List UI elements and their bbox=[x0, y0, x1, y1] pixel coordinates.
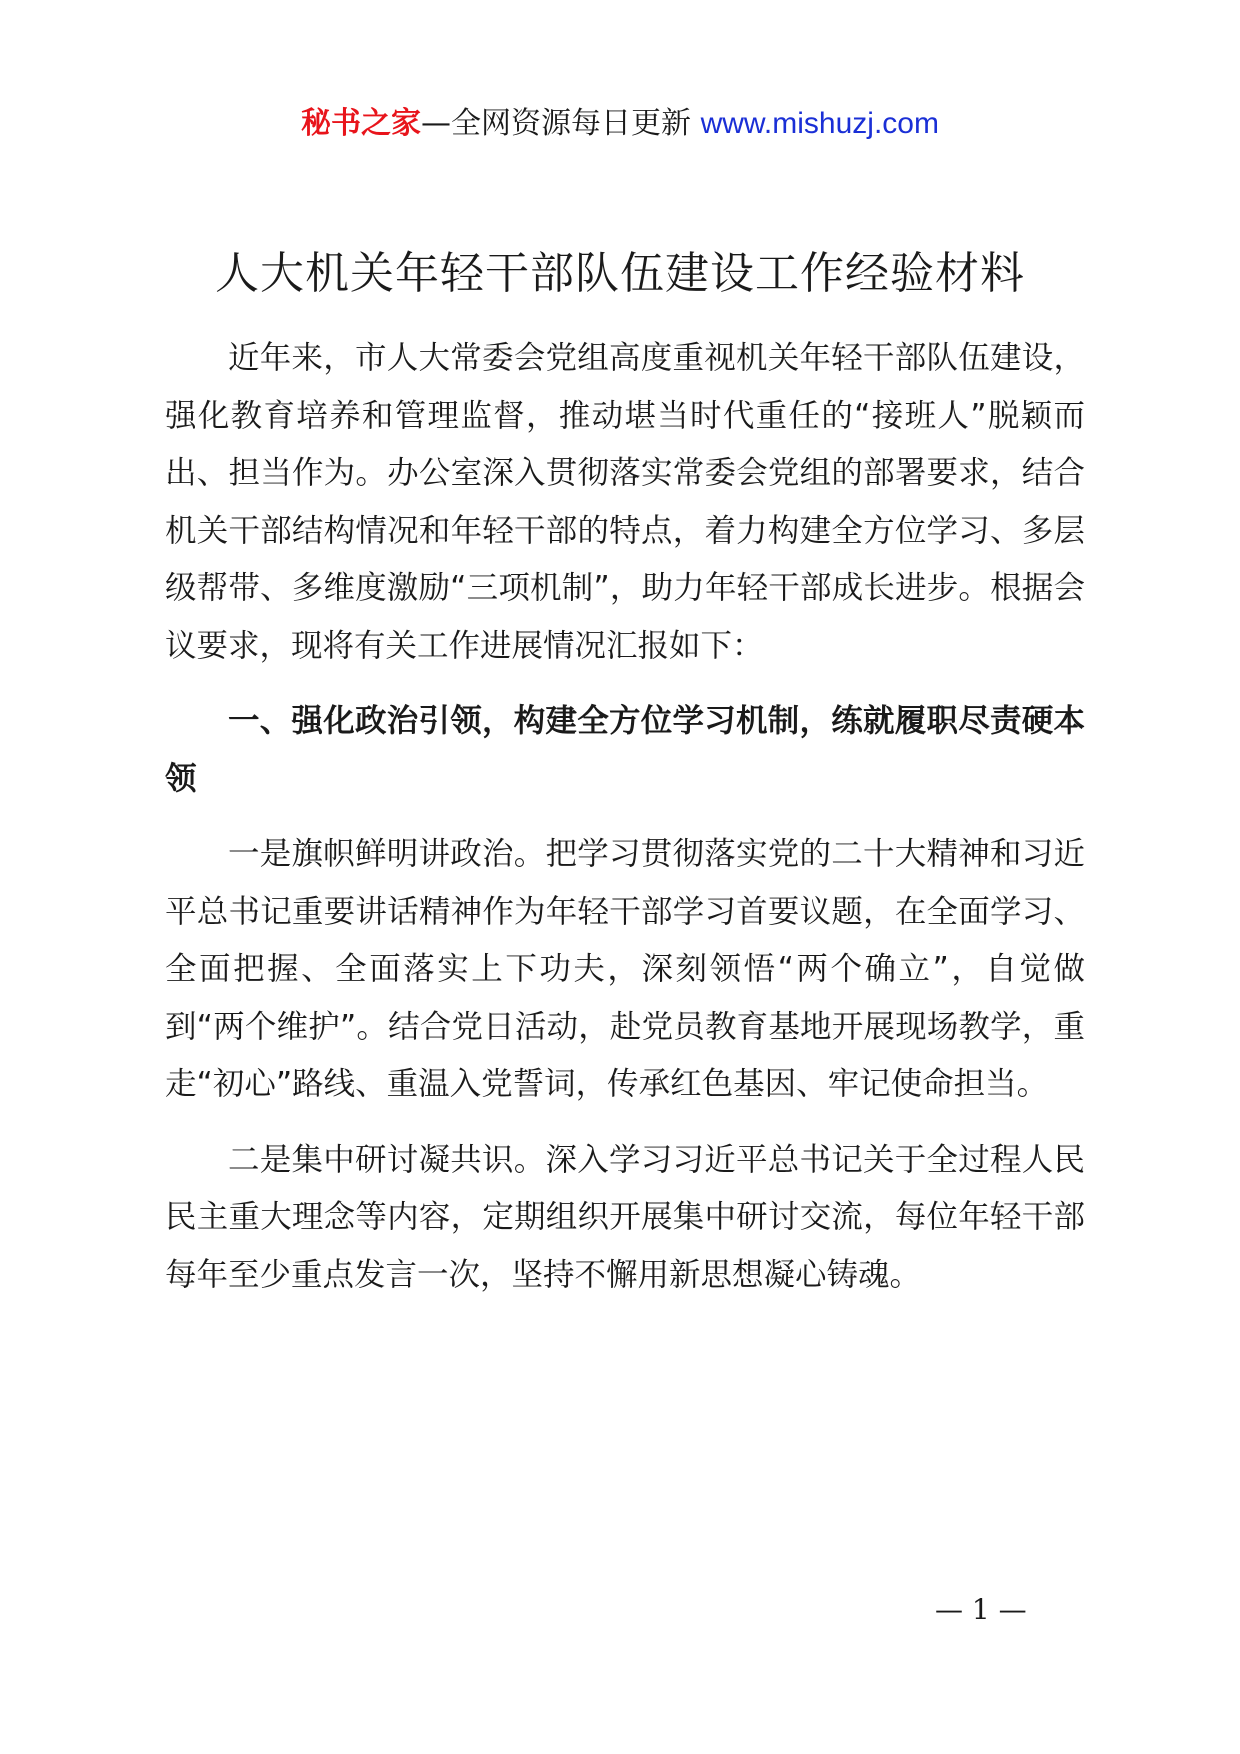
site-header bbox=[0, 104, 1240, 144]
intro-paragraph: 近年来，市人大常委会党组高度重视机关年轻干部队伍建设，强化教育培养和管理监督，推动堪当时代重任的“接班人”脱颖而出、担当作为。办公室深入贯彻落实常委会党组的部署要求，结合机关干部结构情况和年轻干部的特点，着力构建全方位学习、多层级帮带、多维度激励“三项机制”，助力年轻干部成长进步。根据会议要求，现将有关工作进展情况汇报如下： bbox=[165, 340, 1085, 664]
page-number: — 1 — bbox=[935, 1593, 1027, 1626]
document-body bbox=[165, 330, 1085, 1322]
body-paragraph: 一是旗帜鲜明讲政治。把学习贯彻落实党的二十大精神和习近平总书记重要讲话精神作为年轻干部学习首要议题，在全面学习、全面把握、全面落实上下功夫，深刻领悟“两个确立”，自觉做到“两个维护”。结合党日活动，赴党员教育基地开展现场教学，重走“初心”路线、重温入党誓词，传承红色基因、牢记使命担当。 bbox=[165, 836, 1085, 1102]
section-heading: 一、强化政治引领，构建全方位学习机制，练就履职尽责硬本领 bbox=[165, 703, 1085, 797]
site-url[interactable]: www.mishuzj.com bbox=[700, 107, 939, 140]
body-paragraph: 二是集中研讨凝共识。深入学习习近平总书记关于全过程人民民主重大理念等内容，定期组织开展集中研讨交流，每位年轻干部每年至少重点发言一次，坚持不懈用新思想凝心铸魂。 bbox=[165, 1141, 1085, 1293]
document-title: 人大机关年轻干部队伍建设工作经验材料 bbox=[215, 248, 1025, 299]
brand-name: 秘书之家 bbox=[301, 106, 422, 141]
header-tagline: —全网资源每日更新 bbox=[421, 106, 692, 141]
